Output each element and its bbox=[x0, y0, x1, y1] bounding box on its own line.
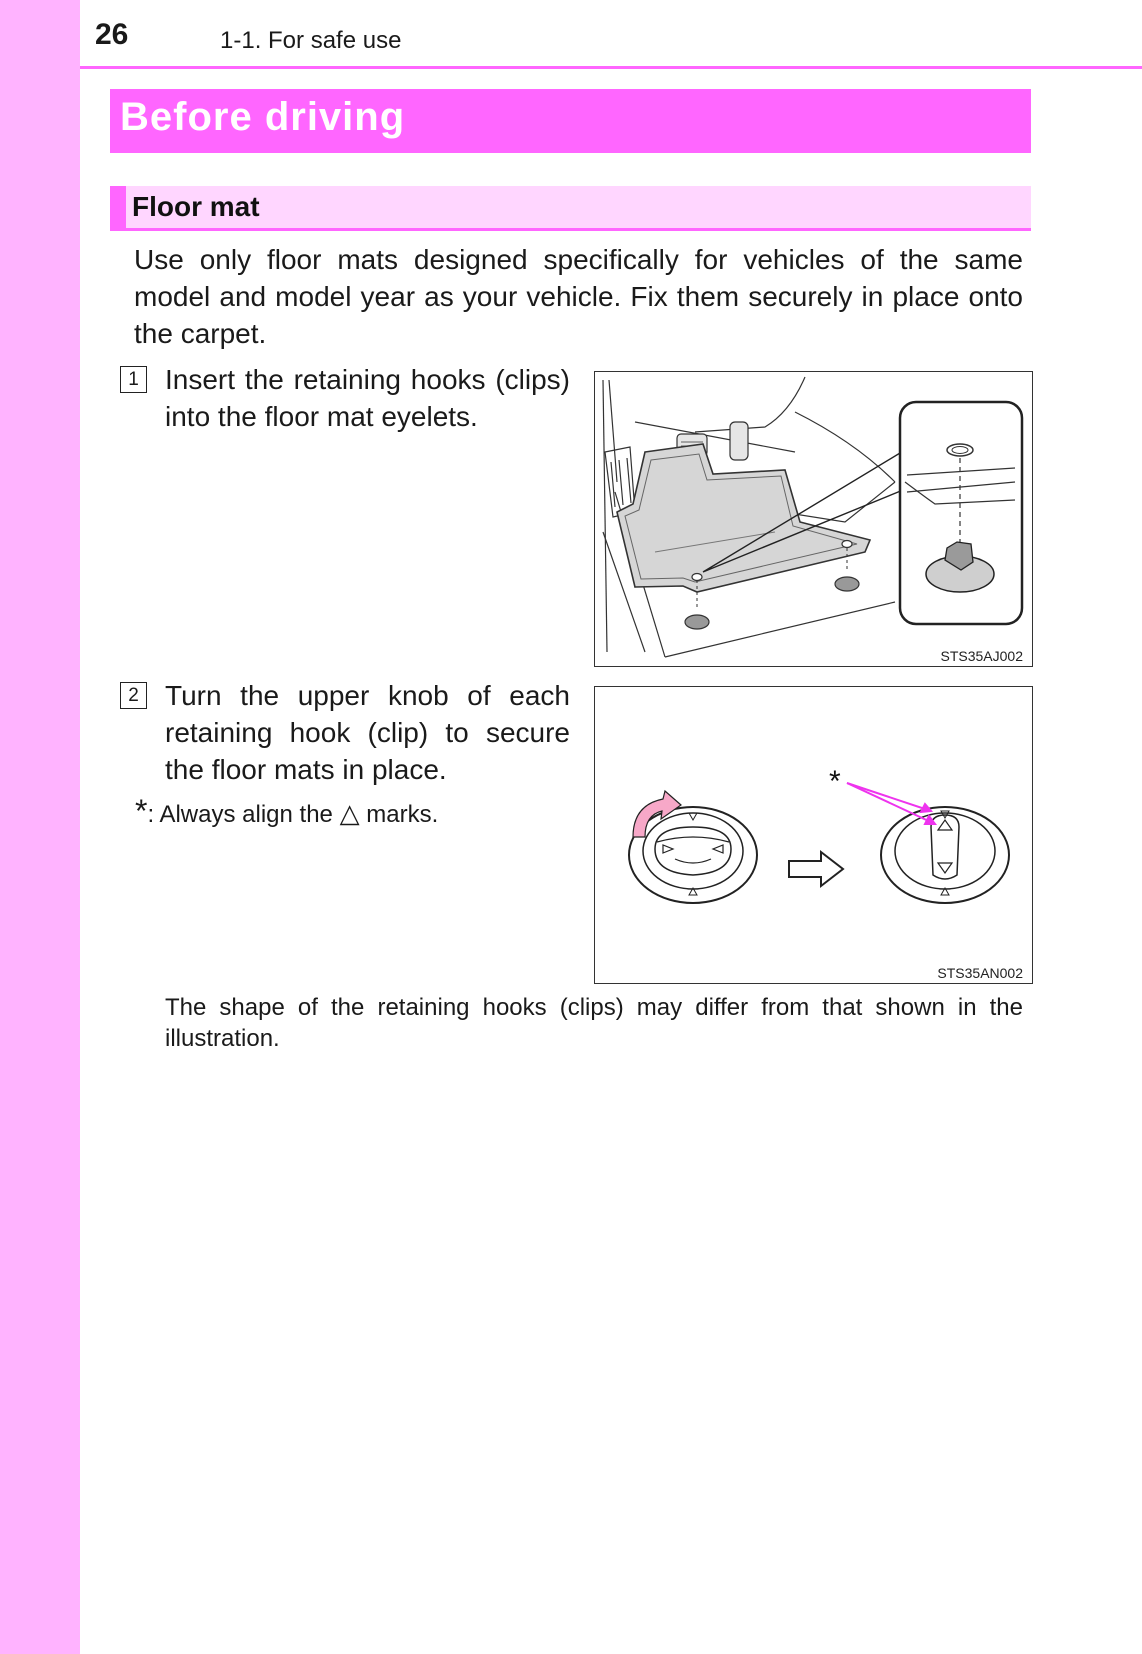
clip-after-icon bbox=[881, 807, 1009, 903]
figure-1-code: STS35AJ002 bbox=[940, 648, 1023, 664]
note-text-before: : Always align the bbox=[147, 801, 333, 828]
intro-paragraph: Use only floor mats designed specifically for vehicles of the same model and model year as your vehicle. Fix them securely in place onto the carpet. bbox=[134, 244, 1023, 349]
figure-floor-mat-hooks bbox=[594, 371, 1033, 667]
step-2-text: Turn the upper knob of each retaining hook (clip) to secure the floor mats in place. bbox=[165, 680, 570, 785]
note-line bbox=[135, 793, 439, 830]
note-text-after: marks. bbox=[366, 801, 439, 828]
side-tab-bar bbox=[0, 0, 80, 1654]
figure-2-code: STS35AN002 bbox=[937, 965, 1023, 981]
floor-mat-illustration bbox=[595, 372, 1032, 666]
page-number: 26 bbox=[95, 18, 129, 51]
clip-before-icon bbox=[629, 791, 757, 903]
section-accent bbox=[110, 186, 126, 231]
knob-turn-illustration bbox=[595, 687, 1032, 983]
figure-hook-knob-turn bbox=[594, 686, 1033, 984]
footnote-paragraph: The shape of the retaining hooks (clips) may differ from that shown in the illustration. bbox=[165, 994, 1023, 1052]
chapter-title: 1-1. For safe use bbox=[220, 27, 402, 54]
figure-asterisk: * bbox=[829, 765, 841, 798]
step-2-number: 2 bbox=[120, 682, 147, 709]
triangle-mark-icon: △ bbox=[339, 798, 360, 828]
page-title: Before driving bbox=[120, 95, 406, 139]
step-1-text: Insert the retaining hooks (clips) into the floor mat eyelets. bbox=[165, 364, 570, 432]
page-title-bar bbox=[110, 89, 1031, 153]
note-asterisk: * bbox=[135, 793, 148, 829]
header-rule bbox=[80, 66, 1142, 69]
step-1-number: 1 bbox=[120, 366, 147, 393]
section-title: Floor mat bbox=[132, 191, 260, 222]
section-header bbox=[110, 186, 1031, 231]
